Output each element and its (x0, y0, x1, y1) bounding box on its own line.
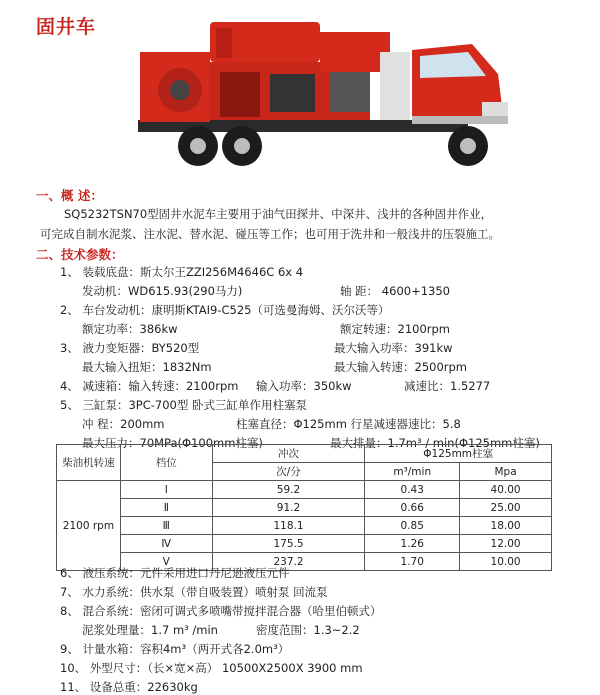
overview-line-2: 可完成自制水泥浆、注水泥、替水泥、碰压等工作；也可用于洗井和一般浅井的压裂施工。 (40, 227, 500, 241)
stroke-cell: 175.5 (212, 535, 365, 553)
param-max-flow: 最大排量：1.7m³ / min(Φ125mm柱塞) (330, 436, 540, 450)
param-max-pressure: 最大压力：70MPa(Φ100mm柱塞) (82, 436, 263, 450)
param-dimensions: 10、 外型尺寸：（长×宽×高） 10500X2500X 3900 mm (60, 661, 363, 675)
param-water-system: 7、 水力系统：供水泵（带自吸装置）喷射泵 回流泵 (60, 585, 328, 599)
pressure-cell: 10.00 (460, 553, 552, 571)
param-stroke: 冲 程：200mm (82, 417, 165, 431)
params-heading: 二、技术参数： (36, 247, 124, 262)
flow-cell: 1.70 (365, 553, 460, 571)
param-rated-speed: 额定转速：2100rpm (340, 322, 450, 336)
stroke-cell: 237.2 (212, 553, 365, 571)
stroke-cell: 118.1 (212, 517, 365, 535)
param-deck-engine: 2、 车台发动机：康明斯KTAI9-C525（可选曼海姆、沃尔沃等） (60, 303, 390, 317)
gear-cell: I (120, 481, 212, 499)
param-plunger-diameter: 柱塞直径：Φ125mm 行星减速器速比：5.8 (236, 417, 461, 431)
param-gearbox-ratio: 减速比：1.5277 (404, 379, 491, 393)
pump-performance-table (56, 444, 552, 571)
pressure-cell: 25.00 (460, 499, 552, 517)
flow-cell: 0.66 (365, 499, 460, 517)
param-gearbox-power: 输入功率：350kw (256, 379, 352, 393)
stroke-cell: 91.2 (212, 499, 365, 517)
cementing-truck-image (120, 12, 540, 180)
table-row (57, 535, 552, 553)
table-row (57, 481, 552, 499)
param-tank: 9、 计量水箱：容积4m³（两开式各2.0m³） (60, 642, 290, 656)
param-mixing-system: 8、 混合系统：密闭可调式多喷嘴带搅拌混合器（哈里伯顿式） (60, 604, 382, 618)
unit-pressure: Mpa (460, 463, 552, 481)
param-torque-converter: 3、 液力变矩器：BY520型 (60, 341, 200, 355)
unit-flow: m³/min (365, 463, 460, 481)
param-hydraulic: 6、 液压系统：元件采用进口丹尼逊液压元件 (60, 566, 290, 580)
gear-cell: Ⅱ (120, 499, 212, 517)
flow-cell: 1.26 (365, 535, 460, 553)
stroke-cell: 59.2 (212, 481, 365, 499)
flow-cell: 0.85 (365, 517, 460, 535)
page-title: 固井车 (36, 16, 97, 38)
header-gear: 档位 (120, 445, 212, 481)
param-rated-power: 额定功率：386kw (82, 322, 178, 336)
table-row (57, 517, 552, 535)
param-chassis: 1、 装载底盘：斯太尔王ZZI256M4646C 6x 4 (60, 265, 304, 279)
param-wheelbase: 轴 距： 4600+1350 (340, 284, 450, 298)
overview-heading: 一、概 述： (36, 188, 103, 203)
header-plunger: Φ125mm柱塞 (365, 445, 552, 463)
header-stroke-rate: 冲次 (212, 445, 365, 463)
flow-cell: 0.43 (365, 481, 460, 499)
gear-cell: Ⅲ (120, 517, 212, 535)
param-max-input-torque: 最大输入扭矩：1832Nm (82, 360, 212, 374)
param-max-input-speed: 最大输入转速：2500rpm (334, 360, 467, 374)
unit-stroke-rate: 次/分 (212, 463, 365, 481)
pressure-cell: 40.00 (460, 481, 552, 499)
param-density-range: 密度范围：1.3~2.2 (256, 623, 360, 637)
param-triplex-pump: 5、 三缸泵：3PC-700型 卧式三缸单作用柱塞泵 (60, 398, 308, 412)
param-gearbox: 4、 减速箱：输入转速：2100rpm (60, 379, 239, 393)
gear-cell: Ⅴ (120, 553, 212, 571)
table-row (57, 499, 552, 517)
param-engine: 发动机：WD615.93(290马力) (82, 284, 243, 298)
param-slurry-rate: 泥浆处理量：1.7 m³ /min (82, 623, 218, 637)
header-engine-speed: 柴油机转速 (57, 445, 121, 481)
pressure-cell: 12.00 (460, 535, 552, 553)
param-max-input-power: 最大输入功率：391kw (334, 341, 453, 355)
param-weight: 11、 设备总重：22630kg (60, 680, 198, 694)
pressure-cell: 18.00 (460, 517, 552, 535)
gear-cell: Ⅳ (120, 535, 212, 553)
engine-rpm-cell: 2100 rpm (57, 481, 121, 571)
overview-line-1: SQ5232TSN70型固井水泥车主要用于油气田探井、中深井、浅井的各种固井作业， (64, 207, 493, 221)
